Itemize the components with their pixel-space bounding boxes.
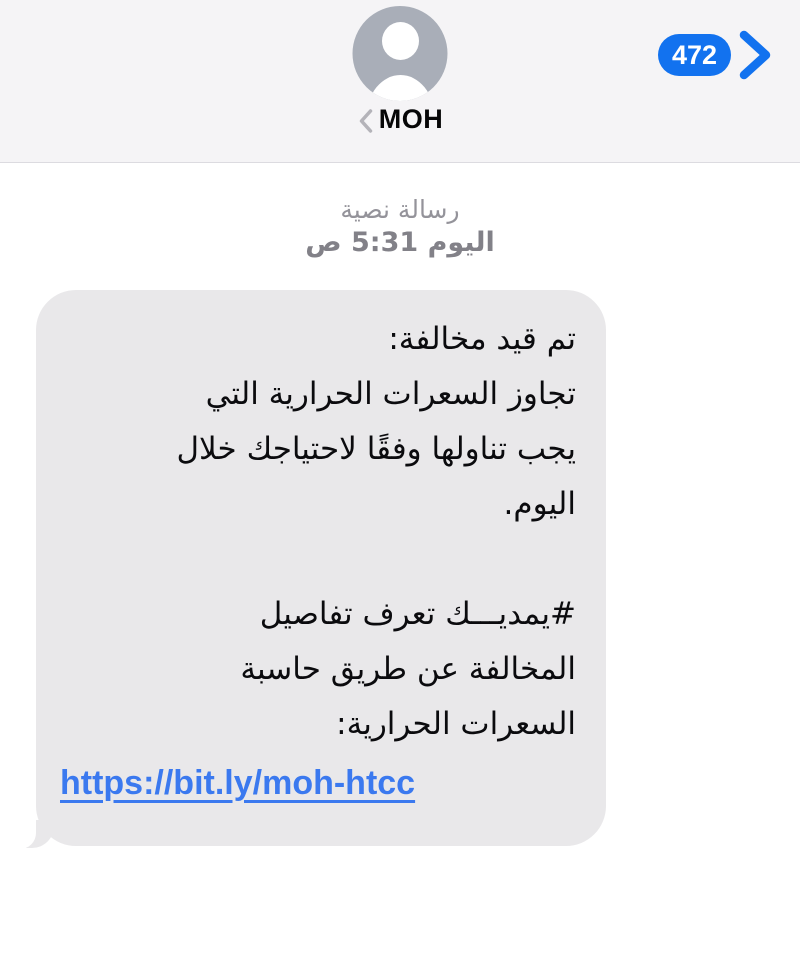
back-button[interactable] [658,30,772,80]
message-bubble [36,290,606,846]
message-link[interactable]: https://bit.ly/moh-htcc [60,764,416,802]
message-line: #يمديـــك تعرف تفاصيل [259,596,576,632]
conversation-header [0,0,800,163]
message-line: السعرات الحرارية: [336,706,576,742]
conversation-meta [0,195,800,258]
chevron-right-icon[interactable] [738,30,772,80]
message-blank-line [60,532,576,587]
message-type-label: رسالة نصية [340,195,460,224]
message-line: تم قيد مخالفة: [388,321,576,357]
chevron-left-icon [357,105,374,135]
contact-name-button[interactable] [0,104,800,135]
message-line: يجب تناولها وفقًا لاحتياجك خلال [176,431,576,467]
message-line: المخالفة عن طريق حاسبة [240,651,576,687]
contact-avatar[interactable] [353,6,448,101]
timestamp: اليوم 5:31 ص [305,227,495,258]
person-silhouette-icon [382,22,419,60]
message-link-line [60,752,576,820]
message-line: تجاوز السعرات الحرارية التي [205,376,576,412]
unread-count-badge[interactable]: 472 [658,34,731,76]
contact-name-label: MOH [378,104,444,134]
message-line: اليوم. [503,486,576,522]
